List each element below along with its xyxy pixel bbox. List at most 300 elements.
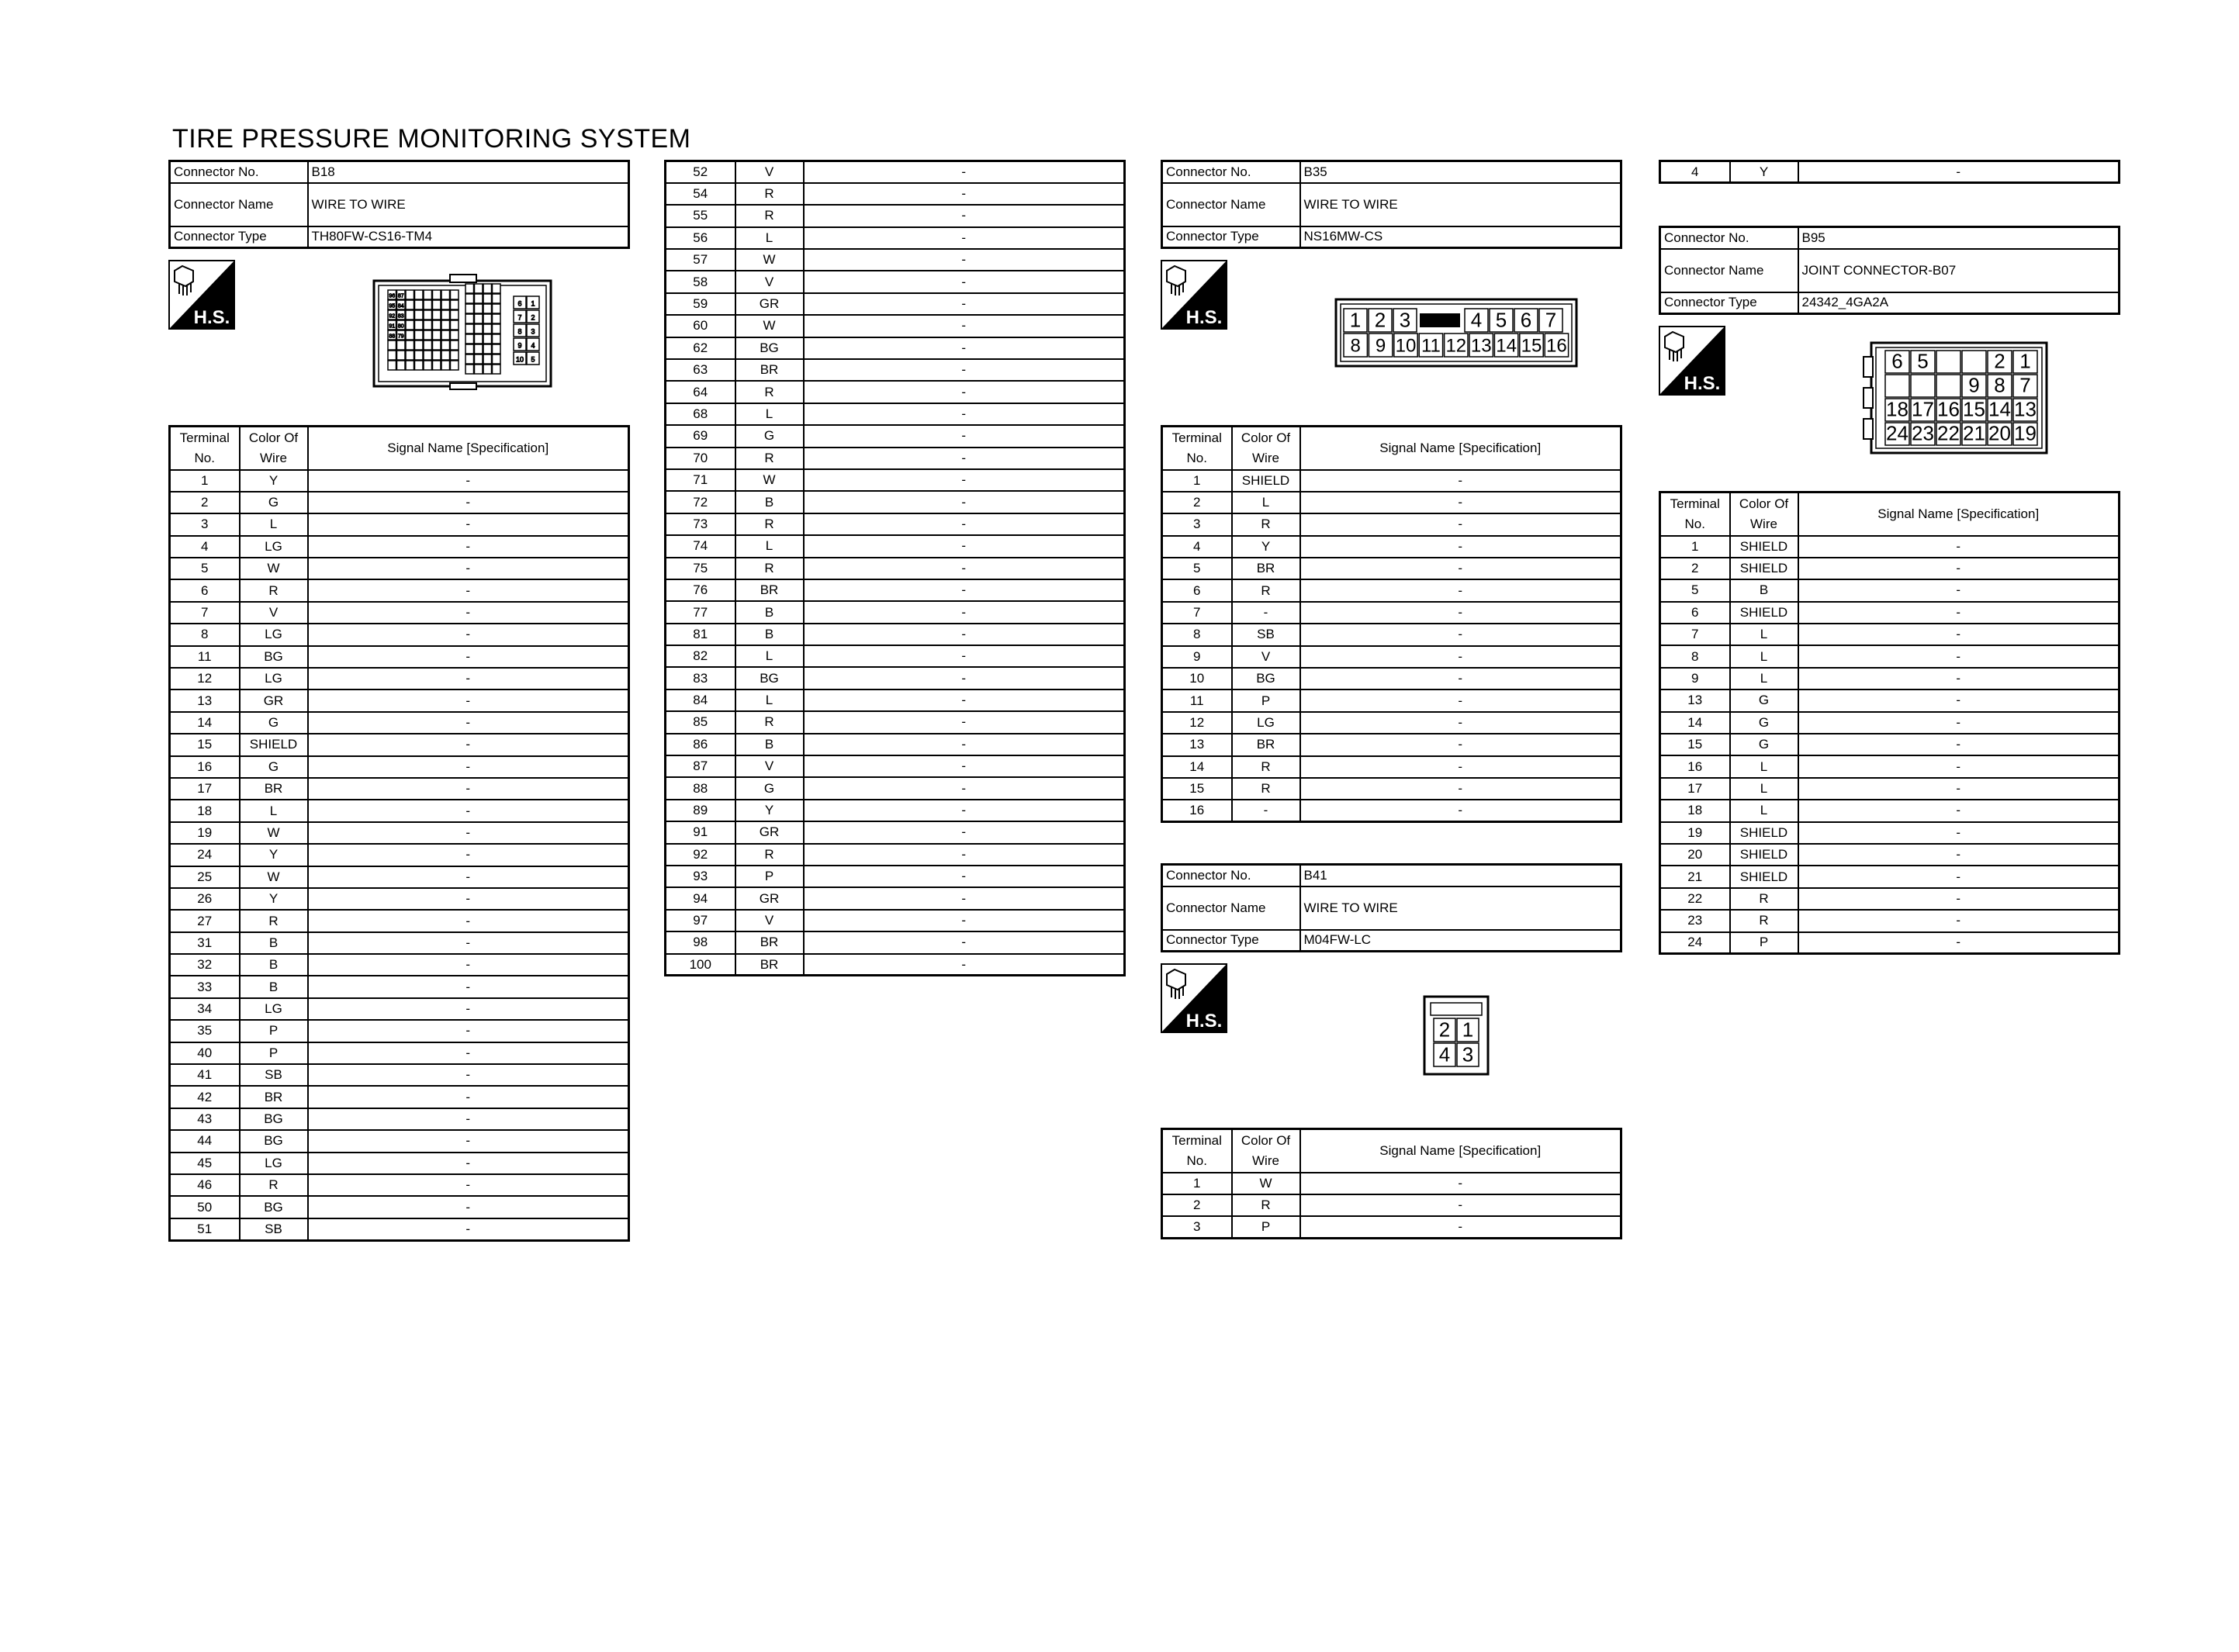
terminal-no-cell: 14 (1162, 756, 1232, 778)
b18-pin-cell (451, 340, 459, 350)
terminal-row (666, 866, 1125, 887)
signal-name-cell: - (308, 1130, 629, 1152)
terminal-no-cell: 8 (1660, 645, 1730, 667)
signal-name-cell: - (308, 976, 629, 997)
b18-pin-cell (424, 351, 432, 360)
signal-name-cell: - (308, 470, 629, 492)
b35-connector-name: WIRE TO WIRE (1300, 183, 1621, 226)
b35-pin-label: 4 (1470, 308, 1483, 332)
terminal-row (1162, 668, 1621, 689)
terminal-row (666, 183, 1125, 205)
wire-color-cell: GR (735, 887, 804, 909)
signal-name-cell: - (804, 491, 1125, 513)
signal-name-cell: - (308, 624, 629, 645)
b18-pin-cell (475, 334, 483, 344)
terminal-no-cell: 83 (666, 667, 735, 689)
terminal-row (1162, 800, 1621, 821)
terminal-row (1162, 536, 1621, 558)
signal-name-cell: - (804, 558, 1125, 579)
signal-name-cell: - (804, 425, 1125, 447)
terminal-no-cell: 98 (666, 931, 735, 953)
wire-color-cell: R (240, 579, 308, 601)
signal-name-cell: - (308, 734, 629, 755)
terminal-no-cell: 1 (1162, 1173, 1232, 1194)
terminal-row (666, 403, 1125, 425)
terminal-row (1162, 646, 1621, 668)
terminal-no-cell: 7 (1660, 624, 1730, 645)
b41-info-table (1161, 863, 1622, 952)
terminal-row (170, 558, 629, 579)
color-of-wire-header: Color Of Wire (1232, 427, 1300, 470)
terminal-no-cell: 3 (1162, 1216, 1232, 1238)
b18-pin-cell (415, 300, 424, 309)
signal-name-cell: - (1798, 844, 2120, 866)
terminal-no-cell: 15 (1162, 778, 1232, 800)
hs-badge-label: H.S. (1185, 1011, 1223, 1032)
b41-terminal-table (1161, 1128, 1622, 1239)
b18-pin-cell (433, 300, 441, 309)
b18-pin-cell (475, 344, 483, 354)
b18-pin-cell (483, 294, 492, 303)
wire-color-cell: B (735, 734, 804, 755)
terminal-row (1660, 866, 2120, 887)
wire-color-cell: Y (240, 844, 308, 866)
wire-color-cell: LG (240, 668, 308, 689)
wire-color-cell: SHIELD (1730, 558, 1798, 579)
terminal-no-cell: 81 (666, 624, 735, 645)
wire-color-cell: P (1730, 932, 1798, 954)
signal-name-cell: - (804, 579, 1125, 601)
b18-pin-cell (406, 290, 414, 299)
signal-name-cell: - (804, 954, 1125, 976)
b18-pin-cell (493, 294, 501, 303)
signal-name-cell: - (308, 800, 629, 821)
wire-color-cell: LG (240, 998, 308, 1020)
signal-name-cell: - (308, 1064, 629, 1086)
connector-name-label: Connector Name (1162, 183, 1300, 226)
wire-color-cell: SHIELD (1730, 822, 1798, 844)
b18-pin-label: 87 (397, 293, 404, 299)
terminal-no-cell: 24 (1660, 932, 1730, 954)
signal-name-cell: - (804, 183, 1125, 205)
signal-name-cell: - (804, 513, 1125, 535)
wire-color-cell: Y (240, 888, 308, 910)
terminal-row (1660, 624, 2120, 645)
signal-name-cell: - (308, 998, 629, 1020)
signal-name-cell: - (804, 821, 1125, 843)
wire-color-cell: B (240, 954, 308, 976)
wire-color-cell: Y (1232, 536, 1300, 558)
b18-pin-cell (388, 351, 396, 360)
terminal-row (666, 844, 1125, 866)
terminal-row (170, 689, 629, 711)
b35-pin-label: 10 (1395, 335, 1417, 357)
terminal-no-cell: 1 (170, 470, 240, 492)
signal-name-cell: - (308, 932, 629, 954)
b35-pin-label: 14 (1496, 335, 1517, 357)
terminal-row (1660, 755, 2120, 777)
wire-color-cell: L (1232, 492, 1300, 513)
terminal-row (170, 513, 629, 535)
terminal-no-cell: 17 (170, 778, 240, 800)
terminal-no-cell: 100 (666, 954, 735, 976)
b18-pin-cell (493, 284, 501, 293)
wire-color-cell: R (240, 1174, 308, 1196)
wire-color-cell: - (1232, 602, 1300, 624)
terminal-no-cell: 54 (666, 183, 735, 205)
terminal-row (170, 888, 629, 910)
b18-pin-cell (397, 351, 406, 360)
wire-color-cell: R (735, 844, 804, 866)
terminal-row (666, 800, 1125, 821)
b95-connector-no: B95 (1798, 227, 2120, 249)
b18-side-pin-label: 8 (517, 327, 522, 336)
b18-pin-cell (493, 354, 501, 364)
wire-color-cell: BG (735, 667, 804, 689)
b18-pin-cell (406, 310, 414, 320)
signal-name-cell: - (804, 359, 1125, 381)
b18-pin-cell (424, 310, 432, 320)
signal-name-cell: - (308, 1108, 629, 1130)
wire-color-cell: V (735, 755, 804, 777)
b18-pin-cell (388, 340, 396, 350)
terminal-no-header: Terminal No. (1660, 492, 1730, 536)
b18-pin-cell (475, 284, 483, 293)
wire-color-cell: W (1232, 1173, 1300, 1194)
terminal-row (170, 1218, 629, 1240)
terminal-no-cell: 56 (666, 227, 735, 249)
signal-name-cell: - (308, 1196, 629, 1218)
terminal-row (666, 558, 1125, 579)
terminal-row (666, 293, 1125, 315)
wire-color-cell: BG (240, 1108, 308, 1130)
hs-harness-side-icon (1659, 326, 1725, 396)
wire-color-cell: G (1730, 712, 1798, 734)
terminal-row (666, 469, 1125, 491)
terminal-row (1162, 734, 1621, 755)
wire-color-cell: W (240, 822, 308, 844)
terminal-no-cell: 14 (1660, 712, 1730, 734)
signal-name-cell: - (308, 954, 629, 976)
terminal-row (1660, 558, 2120, 579)
hs-badge-label: H.S. (193, 307, 230, 328)
signal-name-cell: - (1300, 646, 1621, 668)
terminal-no-cell: 15 (1660, 734, 1730, 755)
b18-pin-cell (415, 340, 424, 350)
wire-color-cell: BR (240, 1086, 308, 1108)
terminal-row (1162, 1173, 1621, 1194)
terminal-row (1660, 932, 2120, 954)
b95-connector-face-diagram (1862, 341, 2048, 454)
b18-terminal-table-continued (664, 160, 1126, 976)
terminal-no-cell: 1 (1660, 536, 1730, 558)
b41-connector-face-diagram (1423, 995, 1490, 1076)
b18-pin-cell (483, 334, 492, 344)
wire-color-cell: BG (1232, 668, 1300, 689)
terminal-no-cell: 7 (170, 602, 240, 624)
signal-name-cell: - (804, 535, 1125, 557)
terminal-row (170, 932, 629, 954)
terminal-row (666, 755, 1125, 777)
b95-pin-label: 8 (1994, 373, 2005, 397)
b18-pin-cell (451, 361, 459, 370)
wire-color-cell: V (735, 161, 804, 183)
terminal-no-cell: 27 (170, 910, 240, 931)
b18-pin-cell (475, 324, 483, 334)
terminal-no-cell: 16 (1162, 800, 1232, 821)
b95-pin-label: 6 (1891, 349, 1903, 373)
signal-name-cell: - (804, 403, 1125, 425)
b95-pin-label: 19 (2014, 421, 2037, 445)
terminal-row (666, 205, 1125, 226)
wire-color-cell: R (1730, 888, 1798, 910)
signal-name-cell: - (1300, 470, 1621, 492)
b41-pin-label: 1 (1462, 1018, 1474, 1042)
b18-connector-face-diagram (372, 273, 552, 391)
wire-color-cell: SHIELD (1730, 602, 1798, 624)
terminal-row (666, 381, 1125, 403)
terminal-no-cell: 70 (666, 448, 735, 469)
wire-color-cell: W (735, 315, 804, 337)
wire-color-cell: P (1232, 689, 1300, 711)
wire-color-cell: R (1232, 756, 1300, 778)
terminal-row (1162, 513, 1621, 535)
b18-pin-cell (397, 340, 406, 350)
b35-connector-type: NS16MW-CS (1300, 226, 1621, 248)
b18-pin-label: 96 (389, 293, 396, 299)
terminal-row (170, 1020, 629, 1042)
b18-pin-cell (424, 340, 432, 350)
wire-color-cell: BG (240, 646, 308, 668)
b18-pin-cell (406, 330, 414, 340)
signal-name-cell: - (804, 734, 1125, 755)
terminal-row (170, 1153, 629, 1174)
terminal-row (1162, 1194, 1621, 1216)
terminal-no-cell: 11 (1162, 689, 1232, 711)
signal-name-cell: - (1300, 579, 1621, 601)
b18-pin-cell (493, 314, 501, 323)
terminal-no-cell: 4 (170, 536, 240, 558)
signal-name-cell: - (1798, 822, 2120, 844)
b18-pin-label: 79 (397, 334, 404, 340)
signal-name-cell: - (1300, 712, 1621, 734)
terminal-row (666, 425, 1125, 447)
hs-badge-label: H.S. (1684, 373, 1721, 394)
terminal-row (170, 668, 629, 689)
b18-pin-cell (493, 365, 501, 374)
terminal-no-cell: 45 (170, 1153, 240, 1174)
b18-pin-cell (441, 310, 450, 320)
signal-name-cell: - (1300, 602, 1621, 624)
signal-name-cell: - (308, 822, 629, 844)
terminal-no-cell: 3 (170, 513, 240, 535)
b41-terminal-table-continued (1659, 160, 2120, 184)
wire-color-cell: G (240, 712, 308, 734)
connector-name-label: Connector Name (170, 183, 308, 226)
b18-pin-cell (406, 340, 414, 350)
terminal-row (170, 756, 629, 778)
b95-pin-label: 21 (1963, 421, 1985, 445)
terminal-row (170, 602, 629, 624)
terminal-row (1660, 712, 2120, 734)
terminal-no-cell: 9 (1660, 668, 1730, 689)
b95-terminal-table (1659, 491, 2120, 955)
terminal-no-cell: 10 (1162, 668, 1232, 689)
wire-color-cell: LG (240, 1153, 308, 1174)
wire-color-cell: G (240, 756, 308, 778)
terminal-no-cell: 19 (170, 822, 240, 844)
terminal-row (1660, 734, 2120, 755)
terminal-no-cell: 64 (666, 381, 735, 403)
b18-side-pin-label: 1 (531, 299, 535, 308)
signal-name-cell: - (308, 888, 629, 910)
wire-color-cell: R (735, 513, 804, 535)
b18-pin-label: 80 (397, 323, 404, 330)
signal-name-cell: - (1300, 778, 1621, 800)
terminal-no-cell: 50 (170, 1196, 240, 1218)
b18-pin-cell (465, 354, 474, 364)
b18-side-pin-label: 3 (531, 327, 535, 336)
b95-pin-label: 18 (1886, 397, 1909, 421)
wire-color-cell: R (1730, 910, 1798, 931)
b18-pin-label: 92 (389, 313, 396, 320)
terminal-row (666, 667, 1125, 689)
terminal-no-cell: 31 (170, 932, 240, 954)
terminal-no-cell: 73 (666, 513, 735, 535)
wire-color-cell: R (735, 381, 804, 403)
signal-name-cell: - (804, 645, 1125, 667)
signal-name-cell: - (1300, 756, 1621, 778)
b95-pin-label: 13 (2014, 397, 2037, 421)
terminal-no-cell: 3 (1162, 513, 1232, 535)
signal-name-cell: - (308, 778, 629, 800)
terminal-no-cell: 17 (1660, 778, 1730, 800)
terminal-no-cell: 22 (1660, 888, 1730, 910)
terminal-row (170, 1174, 629, 1196)
b18-pin-cell (424, 361, 432, 370)
b18-pin-cell (465, 304, 474, 313)
wire-color-cell: P (240, 1042, 308, 1064)
signal-name-cell: - (804, 293, 1125, 315)
terminal-row (170, 734, 629, 755)
terminal-row (1162, 492, 1621, 513)
b18-pin-cell (475, 294, 483, 303)
wire-color-cell: R (1232, 778, 1300, 800)
terminal-no-cell: 19 (1660, 822, 1730, 844)
signal-name-cell: - (308, 866, 629, 888)
signal-name-cell: - (1798, 778, 2120, 800)
terminal-no-cell: 1 (1162, 470, 1232, 492)
terminal-row (1660, 888, 2120, 910)
b95-pin-cell (1936, 351, 1960, 373)
wire-color-cell: B (735, 601, 804, 623)
wire-color-cell: L (1730, 645, 1798, 667)
b95-pin-label: 20 (1988, 421, 2011, 445)
terminal-no-cell: 92 (666, 844, 735, 866)
b18-pin-cell (415, 290, 424, 299)
b18-pin-cell (493, 304, 501, 313)
wire-color-cell: R (1232, 1194, 1300, 1216)
wire-color-cell: R (735, 205, 804, 226)
terminal-row (666, 601, 1125, 623)
wire-color-cell: B (735, 624, 804, 645)
signal-name-cell: - (1798, 800, 2120, 821)
wire-color-cell: Y (1730, 161, 1798, 183)
signal-name-cell: - (308, 513, 629, 535)
terminal-no-cell: 43 (170, 1108, 240, 1130)
terminal-no-cell: 68 (666, 403, 735, 425)
signal-name-cell: - (804, 469, 1125, 491)
wire-color-cell: SHIELD (1730, 866, 1798, 887)
connector-name-label: Connector Name (1660, 249, 1798, 292)
signal-name-cell: - (804, 887, 1125, 909)
terminal-row (1660, 668, 2120, 689)
wire-color-cell: V (1232, 646, 1300, 668)
b18-pin-cell (415, 361, 424, 370)
signal-name-cell: - (804, 844, 1125, 866)
wire-color-cell: - (1232, 800, 1300, 821)
b95-connector-type: 24342_4GA2A (1798, 292, 2120, 314)
terminal-row (1660, 645, 2120, 667)
wire-color-cell: V (735, 271, 804, 292)
terminal-no-cell: 11 (170, 646, 240, 668)
terminal-no-cell: 33 (170, 976, 240, 997)
signal-name-cell: - (1300, 1216, 1621, 1238)
b95-pin-label: 24 (1886, 421, 1909, 445)
b18-info-table (168, 160, 630, 249)
b41-pin-label: 2 (1438, 1018, 1451, 1042)
terminal-row (666, 491, 1125, 513)
wire-color-cell: GR (240, 689, 308, 711)
color-of-wire-header: Color Of Wire (1730, 492, 1798, 536)
terminal-row (666, 315, 1125, 337)
signal-name-cell: - (804, 601, 1125, 623)
b35-pin-label: 5 (1495, 308, 1507, 332)
terminal-row (170, 910, 629, 931)
b18-pin-label: 95 (389, 303, 396, 309)
terminal-no-cell: 97 (666, 910, 735, 931)
hs-badge-label: H.S. (1185, 307, 1223, 328)
signal-name-cell: - (1798, 536, 2120, 558)
terminal-row (666, 821, 1125, 843)
terminal-no-cell: 87 (666, 755, 735, 777)
wire-color-cell: BR (735, 579, 804, 601)
b18-pin-label: 84 (397, 303, 404, 309)
signal-name-cell: - (308, 689, 629, 711)
terminal-no-cell: 14 (170, 712, 240, 734)
terminal-no-cell: 62 (666, 337, 735, 359)
signal-name-cell: - (1798, 755, 2120, 777)
terminal-no-cell: 91 (666, 821, 735, 843)
terminal-no-cell: 7 (1162, 602, 1232, 624)
signal-name-cell: - (1798, 932, 2120, 954)
b18-pin-cell (475, 314, 483, 323)
terminal-row (666, 161, 1125, 183)
b95-pin-label: 7 (2019, 373, 2031, 397)
b35-pin-label: 3 (1399, 308, 1411, 332)
signal-name-cell: - (1300, 492, 1621, 513)
terminal-no-header: Terminal No. (170, 427, 240, 470)
b35-info-table (1161, 160, 1622, 249)
signal-name-cell: - (308, 910, 629, 931)
wire-color-cell: P (735, 866, 804, 887)
b18-pin-cell (493, 334, 501, 344)
page-title: TIRE PRESSURE MONITORING SYSTEM (172, 124, 691, 154)
b95-pin-cell (1936, 375, 1960, 397)
wire-color-cell: SHIELD (1730, 844, 1798, 866)
signal-name-cell: - (804, 161, 1125, 183)
signal-name-cell: - (804, 711, 1125, 733)
